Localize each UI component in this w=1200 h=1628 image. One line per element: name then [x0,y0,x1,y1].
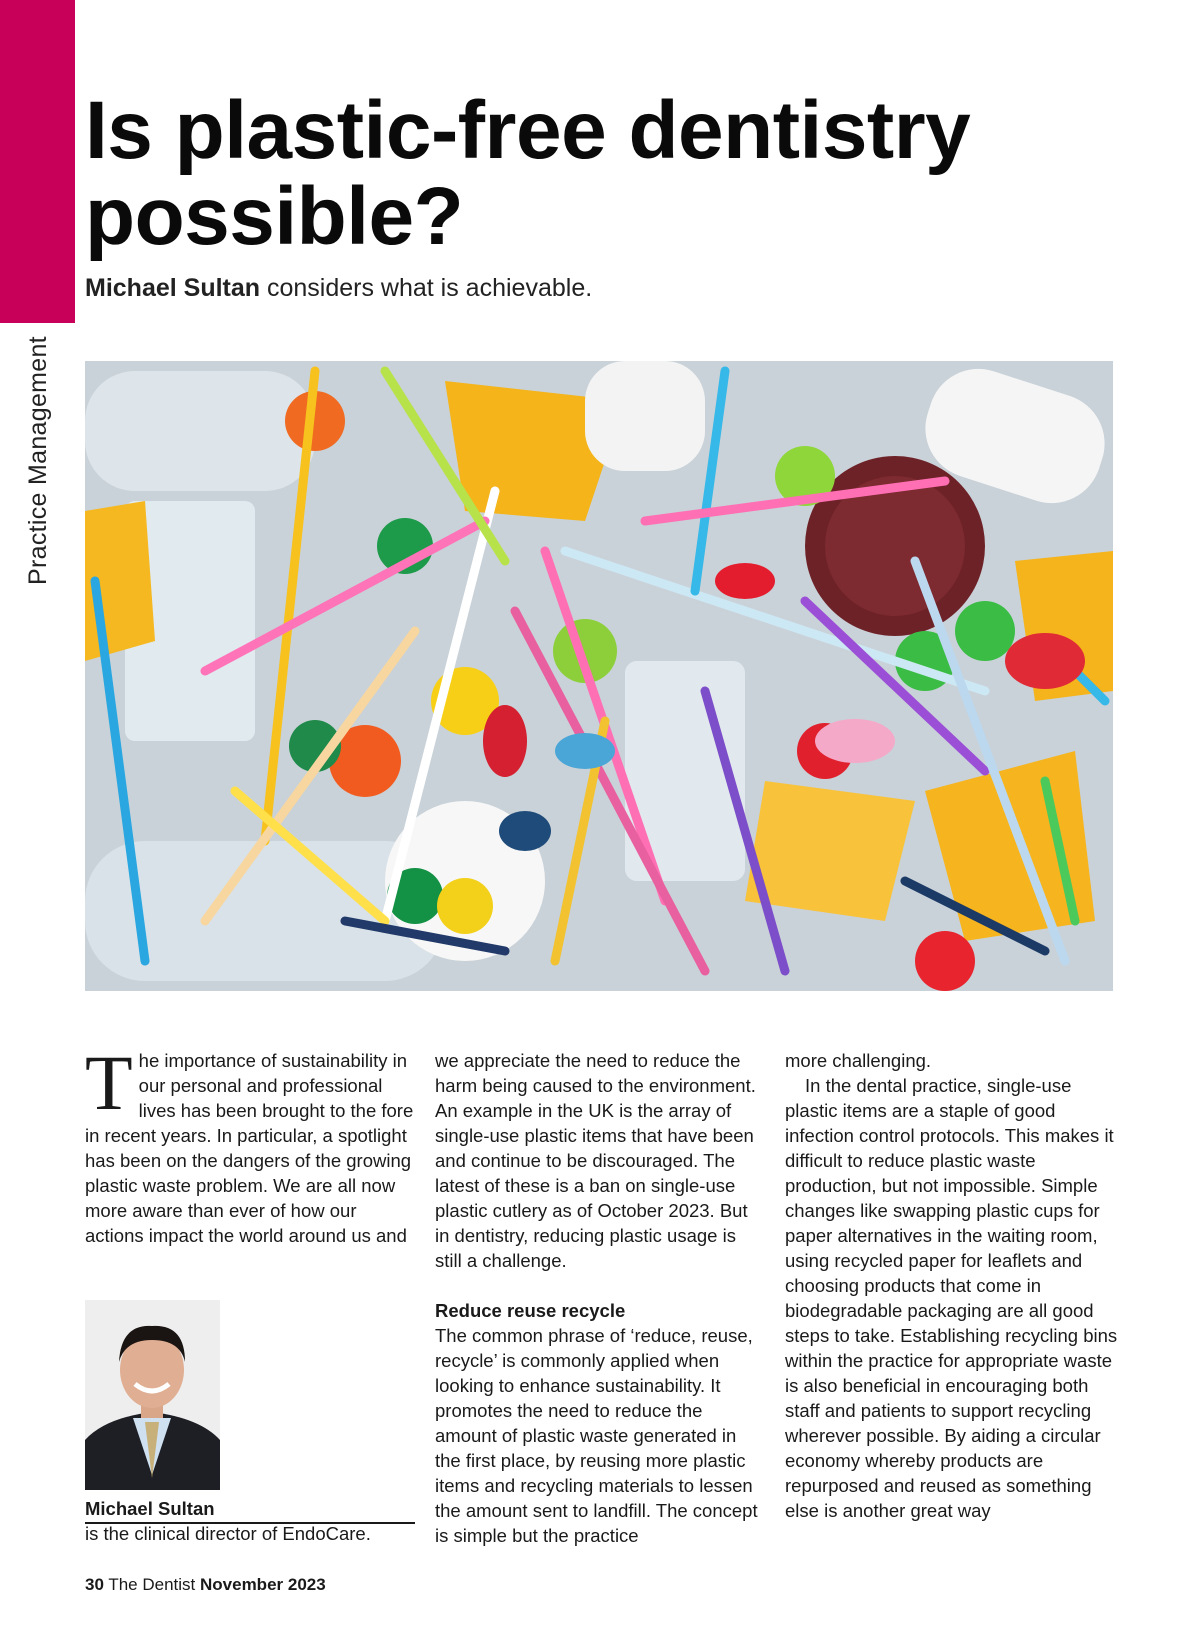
subheading: Reduce reuse recycle [435,1300,626,1321]
plastic-waste-photo [85,361,1113,991]
author-name: Michael Sultan [85,1498,415,1524]
accent-bar [0,0,75,323]
intro-text: he importance of sustainability in our personal and professional lives has been brought to the fore in recent years. In particular, a spotlight has been on the dangers of the growing plastic waste problem. We are all now more aware than ever of how our actions impact the world around us and [85,1050,414,1246]
standfirst-author: Michael Sultan [85,274,261,302]
issue-date: November 2023 [200,1575,326,1594]
paragraph: The common phrase of ‘reduce, reuse, recycle’ is commonly applied when looking to enhance sustainability. It promotes the need to reduce the amount of plastic waste generated in the first place, by reusing more plastic items and recycling materials to lessen the amount sent to landfill. The concept is simple but the practice [435,1325,758,1546]
paragraph: we appreciate the need to reduce the harm being caused to the environment. An example in the UK is the array of single-use plastic items that have been and continue to be discouraged. The latest of these is a ban on single-use plastic cutlery as of October 2023. But in dentistry, reducing plastic usage is still a challenge. [435,1050,756,1271]
headline: Is plastic-free dentistry possible? [85,85,971,262]
author-role: is the clinical director of EndoCare. [85,1523,371,1544]
standfirst [85,274,592,303]
author-portrait-illustration [85,1300,220,1490]
plastic-waste-illustration [85,361,1113,991]
article-column-2 [435,1048,765,1548]
page-number: 30 [85,1575,104,1594]
standfirst-text: considers what is achievable. [260,274,593,302]
section-label: Practice Management [23,335,52,585]
paragraph: In the dental practice, single-use plastic items are a staple of good infection control protocols. This makes it difficult to reduce plastic waste production, but not impossible. Simple changes like swapping plastic cups for paper alternatives in the waiting room, using recycled paper for leaflets and choosing products that come in biodegradable packaging are all good steps to take. Establishing recycling bins within the practice for appropriate waste is also beneficial in encouraging both staff and patients to support recycling wherever possible. By aiding a circular economy whereby products are repurposed and reused as something else is another great way [785,1075,1118,1521]
publication-name: The Dentist [103,1575,200,1594]
author-portrait [85,1300,220,1490]
folio [85,1575,326,1595]
article-intro [85,1039,415,1248]
article-column-3 [785,1048,1120,1523]
drop-cap: T [85,1039,133,1126]
paragraph: more challenging. [785,1050,932,1071]
article-column-1 [85,1039,415,1248]
